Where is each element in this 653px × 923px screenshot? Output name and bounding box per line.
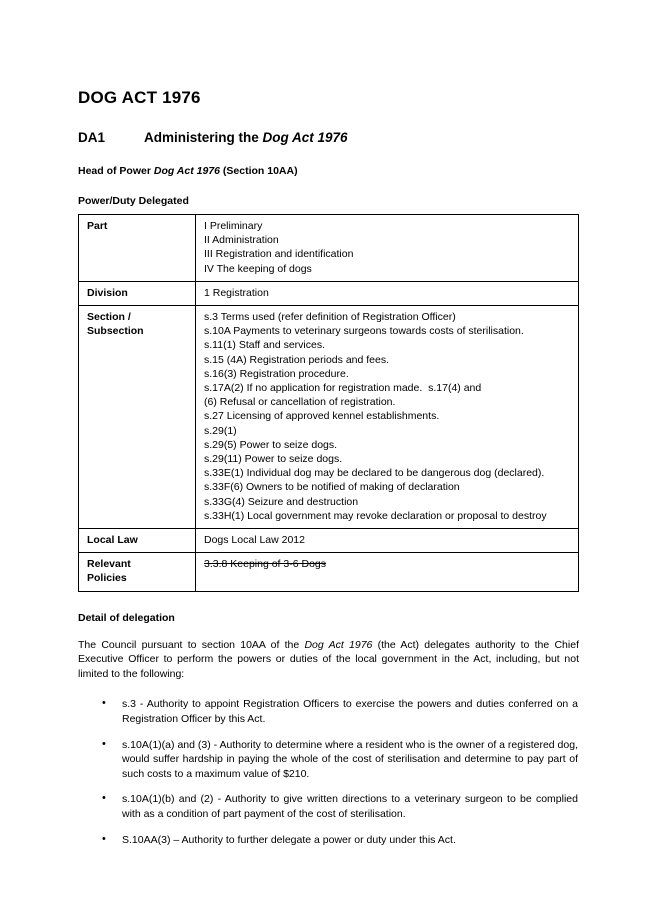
cell-line: 1 Registration: [204, 286, 269, 299]
head-of-power: [78, 165, 583, 177]
label-line: Relevant: [87, 558, 131, 571]
head-of-power-suffix: (Section 10AA): [220, 165, 298, 177]
table-row: [79, 553, 579, 591]
cell-line: s.3 Terms used (refer definition of Registration Officer): [204, 311, 456, 324]
delegation-title-prefix: Administering the: [144, 130, 263, 145]
label-line: Section /: [87, 311, 131, 324]
row-value-division: [196, 281, 579, 305]
head-of-power-prefix: Head of Power: [78, 165, 154, 177]
cell-line: s.29(5) Power to seize dogs.: [204, 438, 338, 451]
cell-line: Dogs Local Law 2012: [204, 534, 305, 547]
row-value-local-law: [196, 529, 579, 553]
list-item: • s.3 - Authority to appoint Registration Officers to exercise the powers and duties conferred on a Registration Officer by this Act.: [100, 697, 578, 726]
detail-paragraph-part2: (the Act) delegates authority to the Chief Executive Officer to perform the powers or duties of the local government in the Act, including, but not limited to the following:: [78, 638, 579, 680]
list-item: • S.10AA(3) – Authority to further delegate a power or duty under this Act.: [100, 833, 578, 848]
cell-line: s.27 Licensing of approved kennel establishments.: [204, 410, 440, 423]
delegation-table: [78, 214, 579, 592]
cell-line: s.17A(2) If no application for registration made. s.17(4) and: [204, 382, 482, 395]
row-value-part: [196, 215, 579, 282]
cell-line: s.33H(1) Local government may revoke declaration or proposal to destroy: [204, 509, 547, 522]
label-line: Policies: [87, 572, 127, 585]
delegation-bullet-list: [100, 697, 578, 847]
cell-line: s.11(1) Staff and services.: [204, 339, 326, 352]
cell-line: I Preliminary: [204, 220, 263, 232]
cell-line: (6) Refusal or cancellation of registration.: [204, 396, 396, 409]
row-label-part: Part: [79, 215, 196, 282]
head-of-power-act: Dog Act 1976: [153, 165, 220, 177]
table-row: [79, 215, 579, 282]
power-duty-label: Power/Duty Delegated: [78, 195, 189, 207]
cell-line: s.33E(1) Individual dog may be declared to be dangerous dog (declared).: [204, 467, 545, 480]
delegation-title-act: Dog Act 1976: [262, 130, 348, 145]
list-item: • s.10A(1)(a) and (3) - Authority to determine where a resident who is the owner of a registered dog, would suffer hardship in paying the whole of the cost of sterilisation and determine to pay part of such costs to a maximum value of $210.: [100, 738, 578, 782]
cell-line: s.29(11) Power to seize dogs.: [204, 453, 343, 466]
cell-line: s.29(1): [204, 424, 237, 437]
delegation-heading: [78, 130, 583, 145]
cell-line: s.15 (4A) Registration periods and fees.: [204, 353, 390, 366]
cell-line: s.16(3) Registration procedure.: [204, 367, 349, 380]
delegation-code: DA1: [78, 130, 106, 145]
row-label-division: Division: [79, 281, 196, 305]
cell-line: III Registration and identification: [204, 248, 354, 261]
delegation-title: [144, 130, 348, 145]
table-row: [79, 281, 579, 305]
cell-line: II Administration: [204, 234, 279, 247]
detail-paragraph-act: Dog Act 1976: [304, 638, 373, 651]
cell-line: s.10A Payments to veterinary surgeons towards costs of sterilisation.: [204, 325, 524, 338]
table-row: [79, 529, 579, 553]
list-item: • s.10A(1)(b) and (2) - Authority to give written directions to a veterinary surgeon to be complied with as a condition of part payment of the cost of sterilisation.: [100, 792, 578, 821]
detail-paragraph: [78, 638, 579, 682]
label-line: Subsection: [87, 325, 144, 338]
cell-line: IV The keeping of dogs: [204, 262, 312, 275]
page-title: DOG ACT 1976: [78, 88, 201, 107]
row-label-relevant-policies: [79, 553, 196, 591]
struck-policy-text: 3.3.8 Keeping of 3-6 Dogs: [204, 558, 327, 571]
row-label-local-law: Local Law: [79, 529, 196, 553]
cell-line: s.33G(4) Seizure and destruction: [204, 495, 359, 508]
detail-of-delegation-heading: Detail of delegation: [78, 611, 175, 624]
table-row: [79, 306, 579, 529]
cell-line: s.33F(6) Owners to be notified of making of declaration: [204, 481, 460, 494]
row-label-section-subsection: [79, 306, 196, 529]
row-value-relevant-policies: [196, 553, 579, 591]
detail-paragraph-part1: The Council pursuant to section 10AA of the: [78, 638, 305, 651]
row-value-section-subsection: [196, 306, 579, 529]
